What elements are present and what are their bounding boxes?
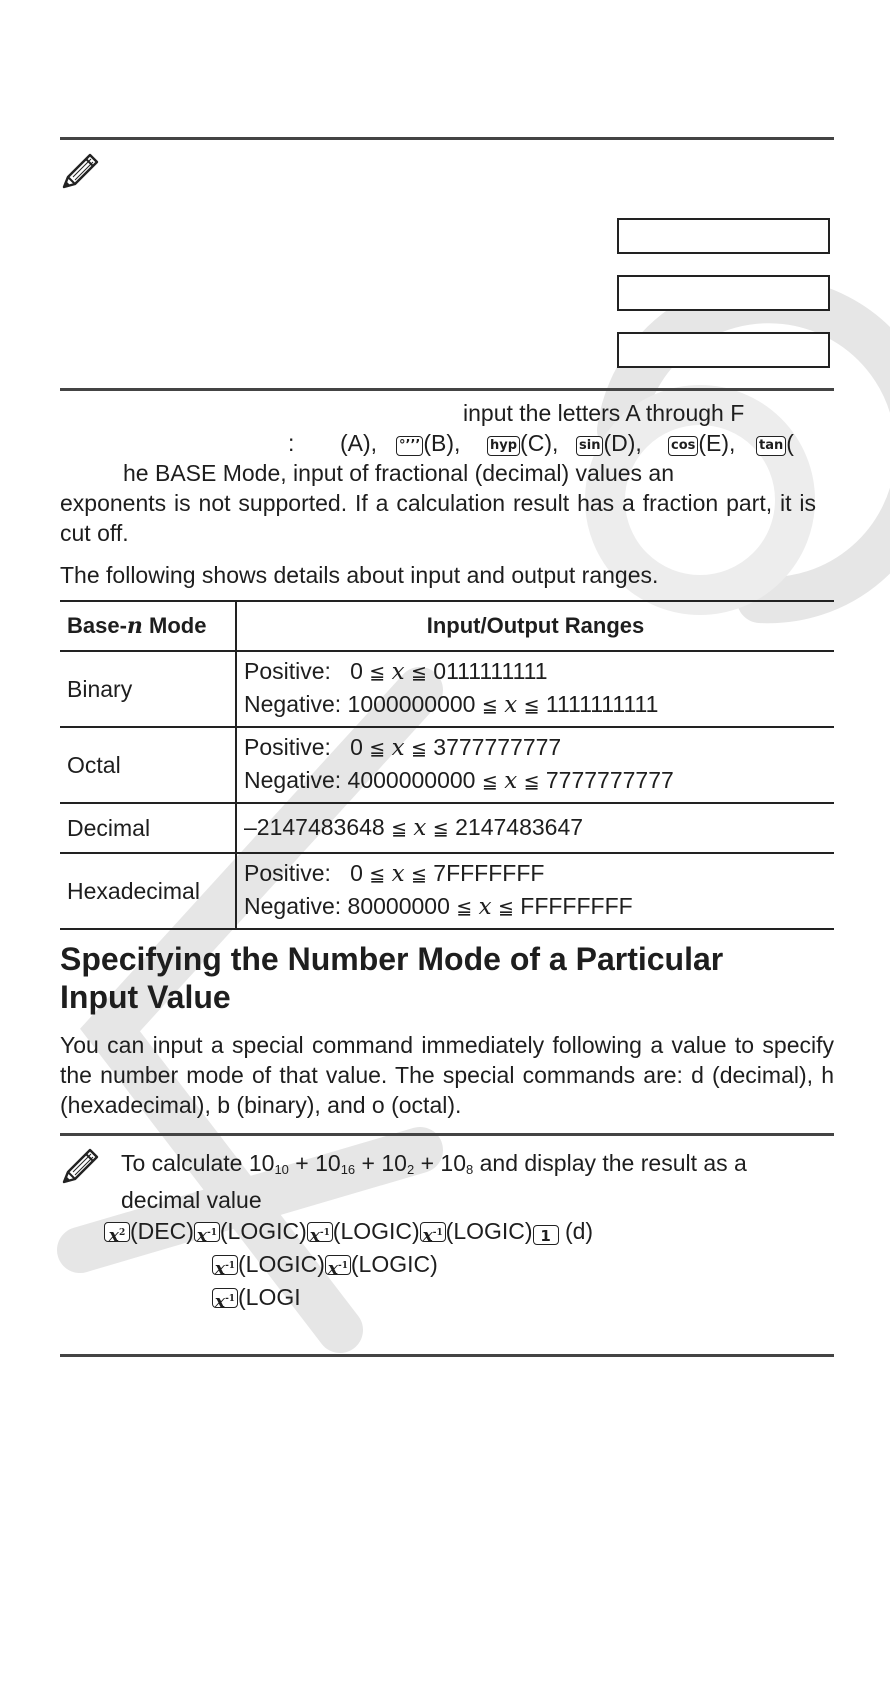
key-sequence-line2: $x^{-1}$ (LOGIC) $x^{-1}$ (LOGIC) — [212, 1249, 812, 1279]
table-row — [60, 853, 834, 929]
x-inverse-key-icon: $x^{-1}$ — [194, 1222, 220, 1242]
x-inverse-key-icon: $x^{-1}$ — [212, 1288, 238, 1308]
sin-key-icon: sin — [576, 436, 603, 456]
colon-text: : — [288, 430, 295, 456]
header-ranges: Input/Output Ranges — [236, 601, 834, 651]
table-row — [60, 803, 834, 853]
section-heading: Specifying the Number Mode of a Particular Input Value — [60, 941, 724, 1015]
section-body: You can input a special command immediately following a value to specify the number mode of that value. The special commands are: d (decimal), h (hexadecimal), b (binary), and o (octal). — [60, 1032, 834, 1118]
base-mode-note-rest: exponents is not supported. If a calculation result has a fraction part, it is cut off. — [60, 490, 816, 546]
key-label-a: (A), — [340, 430, 378, 456]
key-label-e: (E), — [698, 430, 736, 456]
table-row — [60, 727, 834, 803]
x-inverse-key-icon: $x^{-1}$ — [325, 1255, 351, 1275]
note-rule — [60, 388, 834, 391]
range-cell: Positive: 0 ≦ x ≦ 7FFFFFFF Negative: 80000000 ≦ x ≦ FFFFFFFF — [236, 853, 834, 929]
key-label-f: ( — [786, 430, 794, 456]
key-label-d: (D), — [603, 430, 642, 456]
manual-page — [60, 0, 834, 1684]
key-sequence-line3: $x^{-1}$ (LOGI — [212, 1282, 812, 1312]
x-squared-key-icon: $x^2$ — [104, 1222, 130, 1242]
key-sequence-line1: $x^2$ (DEC) $x^{-1}$ (LOGIC) $x^{-1}$ (LOGIC) $x^{-1}$ (LOGIC) 1 (d) — [104, 1216, 824, 1246]
x-inverse-key-icon: $x^{-1}$ — [212, 1255, 238, 1275]
mode-cell: Decimal — [60, 803, 236, 853]
example-bottom-rule — [60, 1354, 834, 1357]
answer-box-2 — [617, 275, 830, 311]
one-key-icon: 1 — [533, 1225, 559, 1245]
answer-box-3 — [617, 332, 830, 368]
range-cell: Positive: 0 ≦ x ≦ 0111111111 Negative: 1000000000 ≦ x ≦ 1111111111 — [236, 651, 834, 727]
key-label-c: (C), — [520, 430, 559, 456]
deg-min-sec-key-icon: °’’’ — [396, 436, 423, 456]
range-cell: Positive: 0 ≦ x ≦ 3777777777 Negative: 4000000000 ≦ x ≦ 7777777777 — [236, 727, 834, 803]
x-inverse-key-icon: $x^{-1}$ — [420, 1222, 446, 1242]
pencil-icon — [60, 150, 102, 192]
example-description: To calculate $10_{10} + 10_{16} + 10_2 + 10_8$ and display the result as a decimal value — [121, 1150, 747, 1213]
mode-cell: Octal — [60, 727, 236, 803]
x-inverse-key-icon: $x^{-1}$ — [307, 1222, 333, 1242]
base-mode-note-line1: he BASE Mode, input of fractional (decimal) values an — [123, 460, 675, 486]
letters-note-line1: input the letters A through F — [463, 400, 745, 426]
mode-cell: Binary — [60, 651, 236, 727]
table-header-row — [60, 601, 834, 651]
top-rule — [60, 137, 834, 140]
range-cell: –2147483648 ≦ x ≦ 2147483647 — [236, 803, 834, 853]
example-top-rule — [60, 1133, 834, 1136]
cos-key-icon: cos — [668, 436, 698, 456]
ranges-intro: The following shows details about input and output ranges. — [60, 562, 659, 588]
answer-box-1 — [617, 218, 830, 254]
tan-key-icon: tan — [756, 436, 786, 456]
pencil-icon — [60, 1145, 102, 1187]
key-label-b: (B), — [423, 430, 461, 456]
mode-cell: Hexadecimal — [60, 853, 236, 929]
table-row — [60, 651, 834, 727]
header-base-mode: Base-n Mode — [60, 601, 236, 651]
hyp-key-icon: hyp — [487, 436, 520, 456]
ranges-table — [60, 600, 834, 930]
